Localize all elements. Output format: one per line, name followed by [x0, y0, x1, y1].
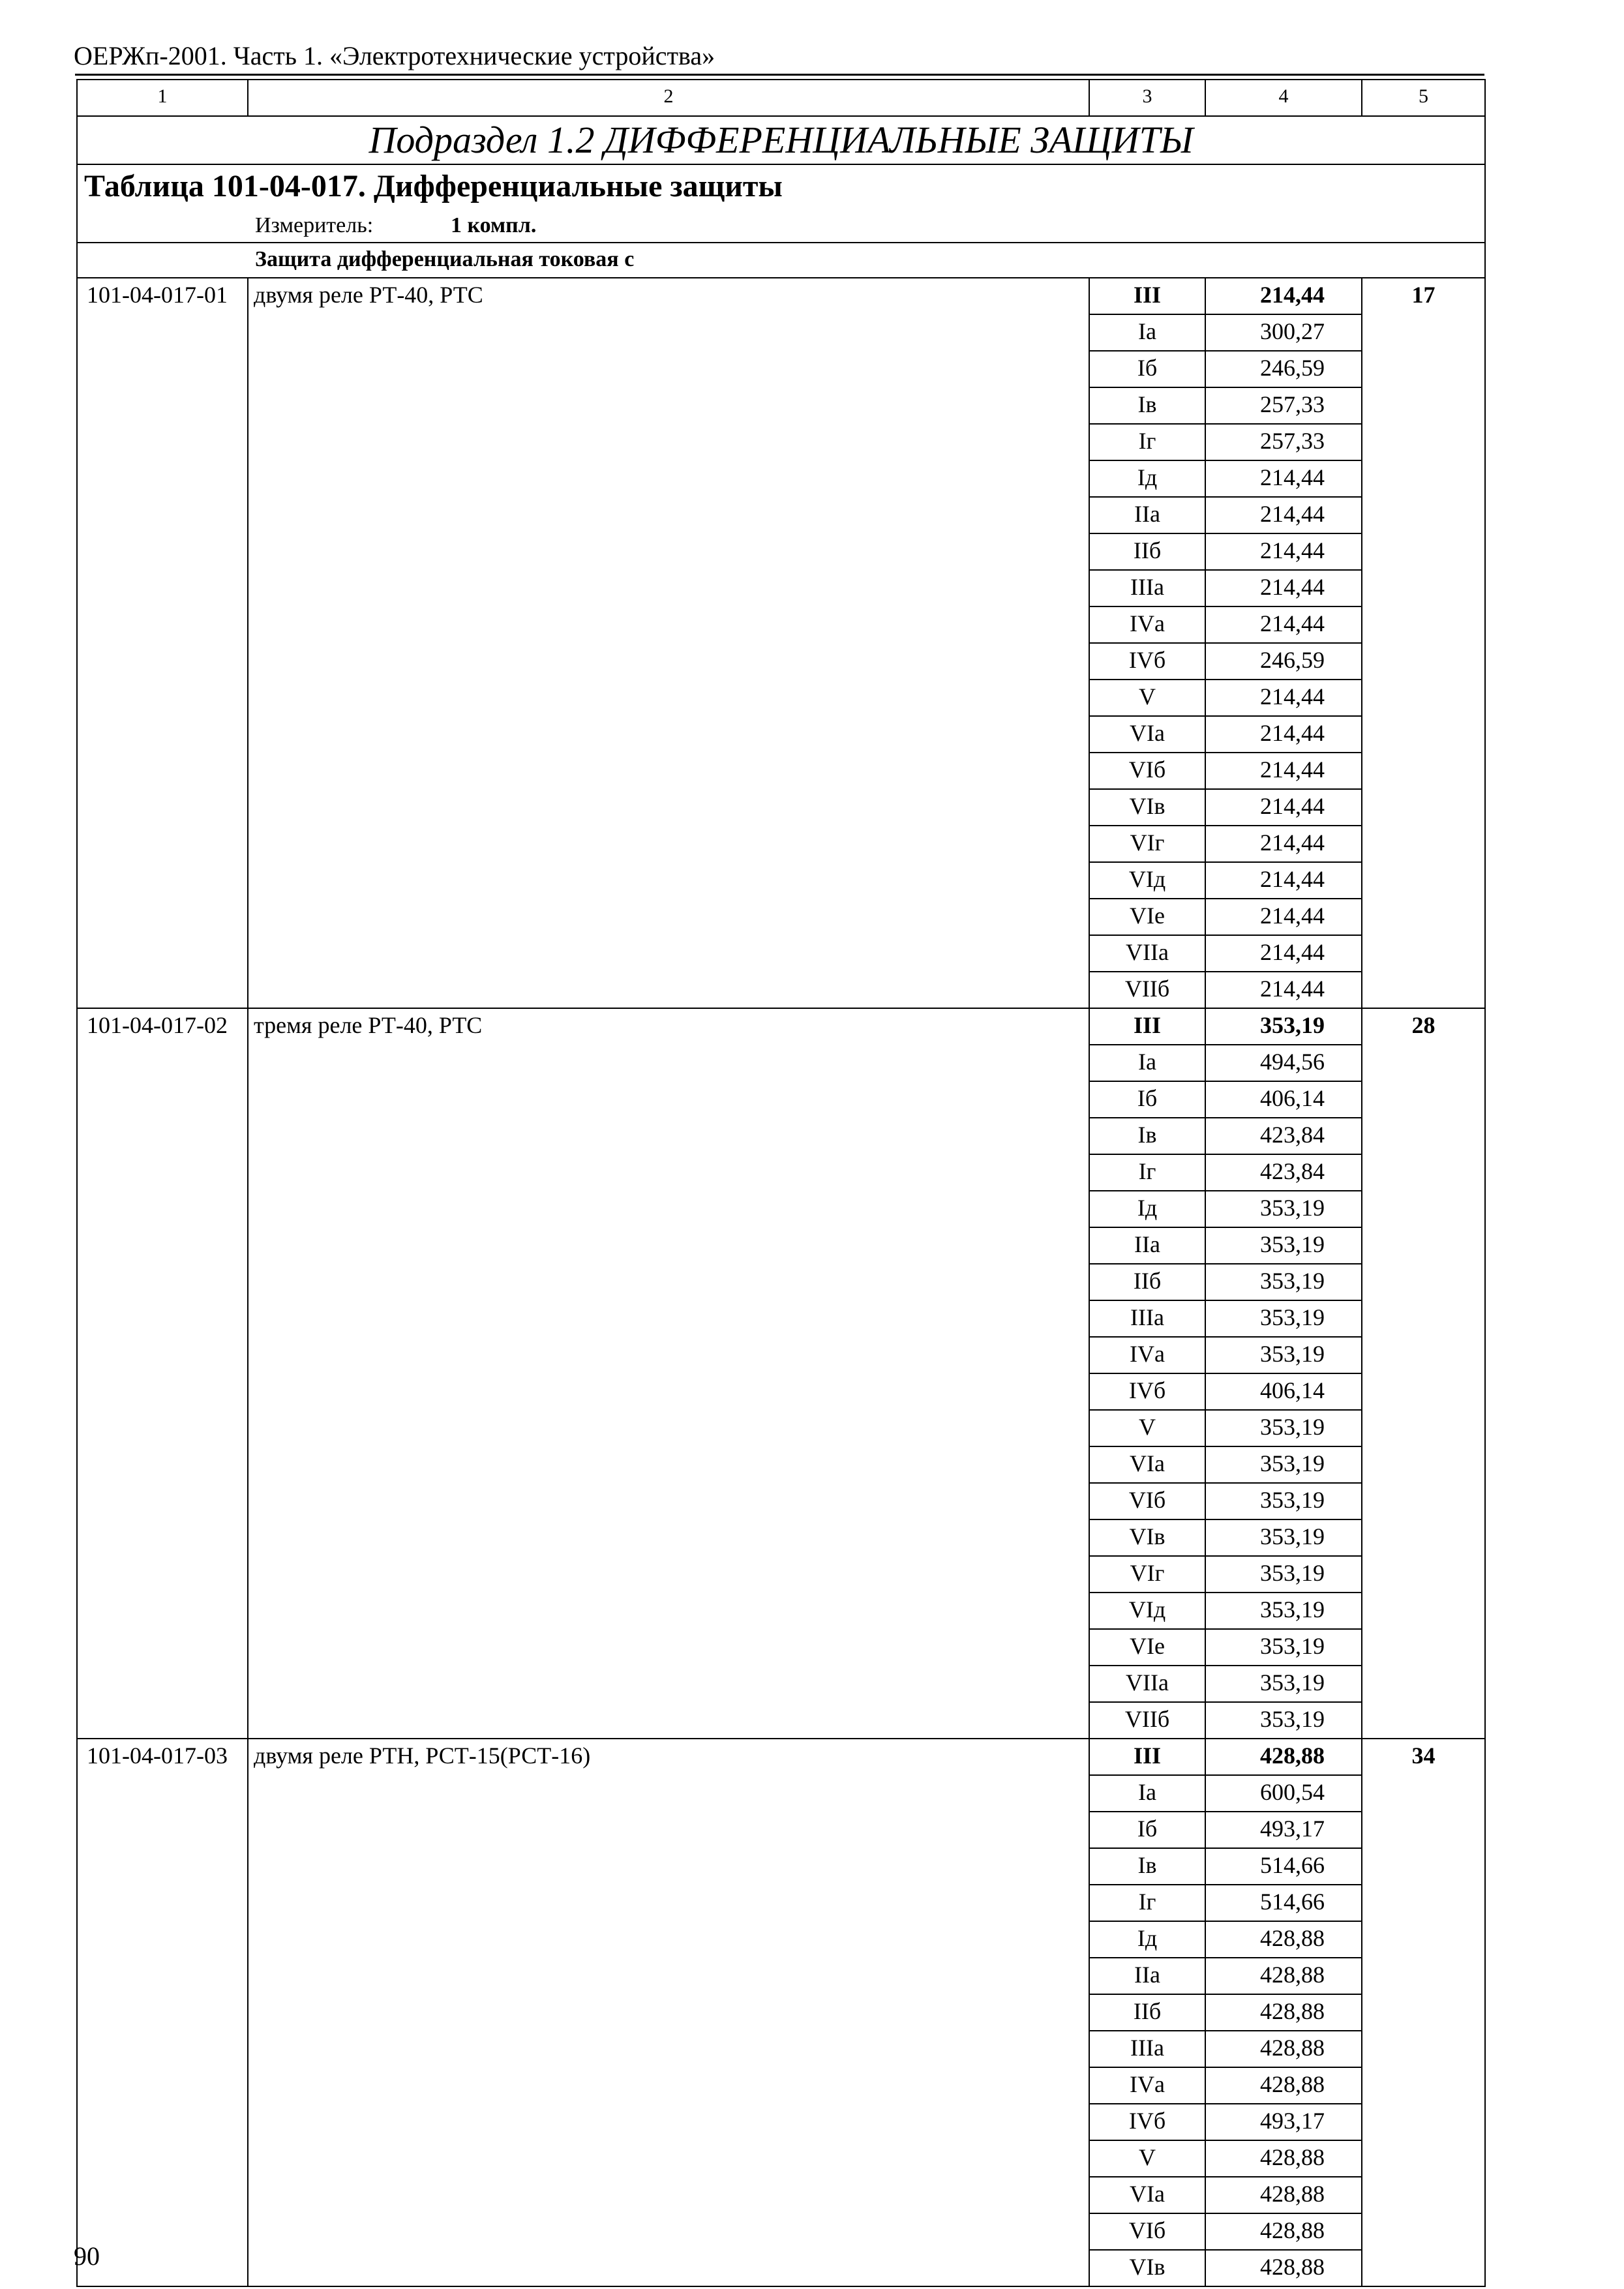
- price-cell: 214,44: [1205, 753, 1362, 789]
- zone-cell: IIб: [1089, 533, 1205, 570]
- price-cell: 353,19: [1205, 1556, 1362, 1593]
- price-cell: 214,44: [1205, 716, 1362, 753]
- page-number: 90: [74, 2241, 100, 2271]
- zone-cell: VIа: [1089, 716, 1205, 753]
- table-row: [77, 1008, 1485, 1045]
- zone-cell: IVа: [1089, 1337, 1205, 1373]
- price-cell: 428,88: [1205, 2031, 1362, 2067]
- zone-cell: IIб: [1089, 1994, 1205, 2031]
- price-cell: 428,88: [1205, 1994, 1362, 2031]
- item-description: тремя реле РТ-40, РТС: [248, 1008, 1089, 1739]
- price-cell: 246,59: [1205, 643, 1362, 680]
- measure-value: 1 компл.: [451, 213, 537, 237]
- price-cell: 428,88: [1205, 1921, 1362, 1958]
- zone-cell: Iг: [1089, 1154, 1205, 1191]
- zone-cell: Iа: [1089, 1775, 1205, 1812]
- zone-cell: VIв: [1089, 2250, 1205, 2286]
- zone-cell: VIв: [1089, 789, 1205, 826]
- item-description: двумя реле РТ-40, РТС: [248, 278, 1089, 1008]
- zone-cell: Iв: [1089, 1118, 1205, 1154]
- price-cell: 353,19: [1205, 1227, 1362, 1264]
- labor-cell: 17: [1362, 278, 1485, 1008]
- zone-cell: Iв: [1089, 387, 1205, 424]
- zone-cell: Iд: [1089, 1191, 1205, 1227]
- price-cell: 514,66: [1205, 1885, 1362, 1921]
- zone-cell: VIIб: [1089, 1702, 1205, 1739]
- price-cell: 257,33: [1205, 387, 1362, 424]
- zone-cell: IVб: [1089, 643, 1205, 680]
- price-cell: 353,19: [1205, 1702, 1362, 1739]
- price-cell: 353,19: [1205, 1191, 1362, 1227]
- zone-cell: VIд: [1089, 1593, 1205, 1629]
- zone-cell: III: [1089, 1739, 1205, 1775]
- column-number: 4: [1205, 80, 1362, 116]
- zone-cell: Iг: [1089, 1885, 1205, 1921]
- price-cell: 428,88: [1205, 1739, 1362, 1775]
- price-cell: 214,44: [1205, 972, 1362, 1008]
- price-cell: 428,88: [1205, 2250, 1362, 2286]
- zone-cell: IVб: [1089, 2104, 1205, 2140]
- measure-label: Измеритель:: [255, 213, 374, 237]
- price-cell: 353,19: [1205, 1008, 1362, 1045]
- zone-cell: VIб: [1089, 753, 1205, 789]
- price-cell: 353,19: [1205, 1410, 1362, 1446]
- column-number-row: [77, 80, 1485, 116]
- price-cell: 214,44: [1205, 680, 1362, 716]
- item-description: двумя реле РТН, РСТ-15(РСТ-16): [248, 1739, 1089, 2286]
- price-table: [76, 79, 1486, 2287]
- zone-cell: IIIа: [1089, 1300, 1205, 1337]
- zone-cell: IVа: [1089, 606, 1205, 643]
- table-row: [77, 1739, 1485, 1775]
- zone-cell: Iг: [1089, 424, 1205, 460]
- zone-cell: III: [1089, 278, 1205, 314]
- price-cell: 353,19: [1205, 1300, 1362, 1337]
- zone-cell: IIа: [1089, 1958, 1205, 1994]
- zone-cell: Iд: [1089, 1921, 1205, 1958]
- price-cell: 214,44: [1205, 899, 1362, 935]
- zone-cell: VIг: [1089, 1556, 1205, 1593]
- price-cell: 406,14: [1205, 1081, 1362, 1118]
- price-cell: 353,19: [1205, 1629, 1362, 1666]
- zone-cell: VIIа: [1089, 1666, 1205, 1702]
- price-cell: 353,19: [1205, 1519, 1362, 1556]
- zone-cell: IIа: [1089, 497, 1205, 533]
- zone-cell: VIв: [1089, 1519, 1205, 1556]
- column-number: 2: [248, 80, 1089, 116]
- zone-cell: IVа: [1089, 2067, 1205, 2104]
- subsection-title: Подраздел 1.2 ДИФФЕРЕНЦИАЛЬНЫЕ ЗАЩИТЫ: [77, 116, 1485, 164]
- zone-cell: VIе: [1089, 899, 1205, 935]
- price-cell: 428,88: [1205, 2140, 1362, 2177]
- zone-cell: IVб: [1089, 1373, 1205, 1410]
- price-cell: 214,44: [1205, 570, 1362, 606]
- price-cell: 246,59: [1205, 351, 1362, 387]
- labor-cell: 34: [1362, 1739, 1485, 2286]
- price-cell: 214,44: [1205, 606, 1362, 643]
- price-cell: 353,19: [1205, 1264, 1362, 1300]
- zone-cell: VIIа: [1089, 935, 1205, 972]
- column-number: 1: [77, 80, 248, 116]
- table-row: [77, 278, 1485, 314]
- column-number: 5: [1362, 80, 1485, 116]
- group-row: [77, 243, 1485, 278]
- price-cell: 494,56: [1205, 1045, 1362, 1081]
- price-cell: 514,66: [1205, 1848, 1362, 1885]
- price-cell: 353,19: [1205, 1483, 1362, 1519]
- zone-cell: Iа: [1089, 314, 1205, 351]
- zone-cell: Iд: [1089, 460, 1205, 497]
- header-divider: [75, 74, 1484, 76]
- zone-cell: VIд: [1089, 862, 1205, 899]
- price-cell: 214,44: [1205, 789, 1362, 826]
- price-cell: 428,88: [1205, 1958, 1362, 1994]
- zone-cell: VIг: [1089, 826, 1205, 862]
- item-code: 101-04-017-02: [77, 1008, 248, 1739]
- measure-row: [77, 208, 1485, 243]
- zone-cell: V: [1089, 680, 1205, 716]
- item-code: 101-04-017-03: [77, 1739, 248, 2286]
- zone-cell: Iв: [1089, 1848, 1205, 1885]
- price-cell: 353,19: [1205, 1593, 1362, 1629]
- price-cell: 406,14: [1205, 1373, 1362, 1410]
- zone-cell: IIа: [1089, 1227, 1205, 1264]
- price-cell: 214,44: [1205, 533, 1362, 570]
- labor-cell: 28: [1362, 1008, 1485, 1739]
- price-cell: 214,44: [1205, 862, 1362, 899]
- document-header: ОЕРЖп-2001. Часть 1. «Электротехнические устройства»: [74, 41, 715, 70]
- price-cell: 257,33: [1205, 424, 1362, 460]
- subsection-row: [77, 116, 1485, 164]
- zone-cell: IIIа: [1089, 2031, 1205, 2067]
- price-cell: 600,54: [1205, 1775, 1362, 1812]
- zone-cell: IIб: [1089, 1264, 1205, 1300]
- table-title-row: [77, 164, 1485, 208]
- price-cell: 214,44: [1205, 935, 1362, 972]
- price-cell: 423,84: [1205, 1118, 1362, 1154]
- price-cell: 353,19: [1205, 1446, 1362, 1483]
- price-cell: 214,44: [1205, 826, 1362, 862]
- zone-cell: VIб: [1089, 2213, 1205, 2250]
- group-title: Защита дифференциальная токовая с: [77, 243, 1485, 278]
- price-cell: 493,17: [1205, 2104, 1362, 2140]
- column-number: 3: [1089, 80, 1205, 116]
- zone-cell: V: [1089, 2140, 1205, 2177]
- zone-cell: Iа: [1089, 1045, 1205, 1081]
- zone-cell: VIIб: [1089, 972, 1205, 1008]
- price-cell: 428,88: [1205, 2177, 1362, 2213]
- price-cell: 214,44: [1205, 460, 1362, 497]
- zone-cell: Iб: [1089, 1812, 1205, 1848]
- zone-cell: Iб: [1089, 351, 1205, 387]
- price-cell: 423,84: [1205, 1154, 1362, 1191]
- price-cell: 214,44: [1205, 497, 1362, 533]
- price-cell: 353,19: [1205, 1337, 1362, 1373]
- price-cell: 428,88: [1205, 2067, 1362, 2104]
- price-cell: 353,19: [1205, 1666, 1362, 1702]
- table-title: Таблица 101-04-017. Дифференциальные защиты: [77, 164, 1485, 208]
- zone-cell: III: [1089, 1008, 1205, 1045]
- price-cell: 214,44: [1205, 278, 1362, 314]
- zone-cell: VIб: [1089, 1483, 1205, 1519]
- zone-cell: VIе: [1089, 1629, 1205, 1666]
- price-cell: 493,17: [1205, 1812, 1362, 1848]
- price-cell: 428,88: [1205, 2213, 1362, 2250]
- zone-cell: V: [1089, 1410, 1205, 1446]
- zone-cell: VIа: [1089, 2177, 1205, 2213]
- zone-cell: VIа: [1089, 1446, 1205, 1483]
- zone-cell: Iб: [1089, 1081, 1205, 1118]
- price-cell: 300,27: [1205, 314, 1362, 351]
- item-code: 101-04-017-01: [77, 278, 248, 1008]
- measure-cell: [77, 208, 1485, 243]
- zone-cell: IIIа: [1089, 570, 1205, 606]
